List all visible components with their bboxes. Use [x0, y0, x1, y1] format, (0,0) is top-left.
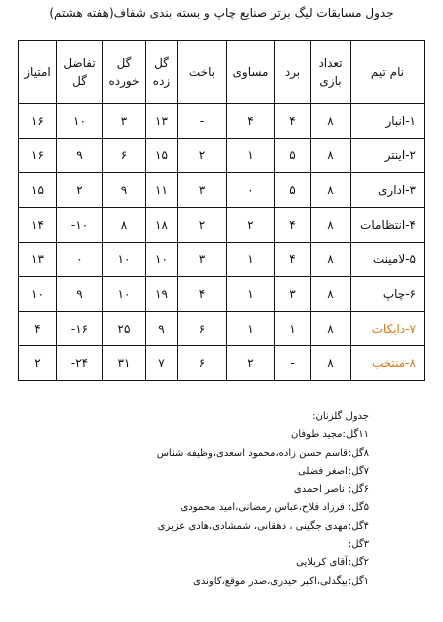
- scorer-line: ۴گل:مهدی جگینی ، دهقانی، شمشادی،هادی عزیزی: [157, 520, 369, 532]
- header-line: گل: [116, 56, 132, 70]
- table-row: [19, 138, 425, 173]
- lost-cell: -: [178, 104, 227, 139]
- team-name-cell: ۷-دایکات: [351, 311, 425, 346]
- scorer-line: ۷گل:اصغر فضلی: [298, 465, 369, 477]
- scorer-line: ۱گل:بیگدلی،اکبر حیدری،صدر موقع،کاوندی: [193, 575, 369, 587]
- header-line: خورده: [108, 74, 140, 88]
- goal-diff-cell: ۰: [57, 242, 103, 277]
- lost-cell: ۶: [178, 311, 227, 346]
- goal-diff-cell: ۱۰: [57, 104, 103, 139]
- drawn-cell: ۰: [227, 173, 275, 208]
- goals-for-cell: ۱۹: [146, 277, 178, 312]
- table-row: [19, 277, 425, 312]
- played-cell: ۸: [311, 346, 351, 381]
- points-cell: ۱۰: [19, 277, 57, 312]
- scorer-line: ۳گل:: [347, 539, 369, 551]
- won-cell: ۴: [275, 242, 311, 277]
- drawn-cell: ۲: [227, 207, 275, 242]
- points-cell: ۱۶: [19, 138, 57, 173]
- header-line: تعداد: [318, 56, 343, 70]
- header-goals-against: [103, 41, 146, 104]
- drawn-cell: ۲: [227, 346, 275, 381]
- points-cell: ۴: [19, 311, 57, 346]
- won-cell: ۴: [275, 207, 311, 242]
- goals-for-cell: ۷: [146, 346, 178, 381]
- header-points: [19, 41, 57, 104]
- scorer-line: ۵گل: فرزاد فلاح،عباس رمضانی،امید محمودی: [180, 502, 369, 514]
- header-goals-for: [146, 41, 178, 104]
- drawn-cell: ۱: [227, 242, 275, 277]
- header-line: زده: [152, 74, 171, 88]
- won-cell: ۵: [275, 173, 311, 208]
- header-line: امتیاز: [24, 65, 51, 79]
- played-cell: ۸: [311, 138, 351, 173]
- table-row: [19, 173, 425, 208]
- scorers-list: [49, 408, 369, 591]
- header-line: بازی: [319, 74, 342, 88]
- goals-for-cell: ۱۰: [146, 242, 178, 277]
- header-line: گل: [154, 56, 169, 70]
- played-cell: ۸: [311, 277, 351, 312]
- lost-cell: ۲: [178, 207, 227, 242]
- played-cell: ۸: [311, 173, 351, 208]
- won-cell: -: [275, 346, 311, 381]
- scorers-heading: جدول گلزنان:: [312, 411, 369, 422]
- goals-for-cell: ۱۵: [146, 138, 178, 173]
- table-header-row: [19, 41, 425, 104]
- points-cell: ۱۳: [19, 242, 57, 277]
- played-cell: ۸: [311, 242, 351, 277]
- lost-cell: ۳: [178, 173, 227, 208]
- scorer-line: ۸گل:قاسم حسن زاده،محمود اسعدی،وظیفه شناس: [156, 447, 369, 459]
- table-row: [19, 311, 425, 346]
- header-line: مساوی: [232, 65, 269, 79]
- goals-against-cell: ۹: [103, 173, 146, 208]
- header-team: [351, 41, 425, 104]
- table-row: [19, 207, 425, 242]
- goal-diff-cell: ۹: [57, 277, 103, 312]
- table-row: [19, 346, 425, 381]
- goal-diff-cell: ۱۰-: [57, 207, 103, 242]
- header-line: نام تیم: [370, 65, 405, 79]
- points-cell: ۲: [19, 346, 57, 381]
- lost-cell: ۳: [178, 242, 227, 277]
- table-body: [19, 104, 425, 381]
- header-line: گل: [72, 74, 87, 88]
- team-name-cell: ۲-اینتر: [351, 138, 425, 173]
- scorer-line: ۱۱گل:مجید طوفان: [290, 429, 369, 441]
- points-cell: ۱۶: [19, 104, 57, 139]
- standings-table: [18, 40, 425, 381]
- header-goal-diff: [57, 41, 103, 104]
- goals-for-cell: ۹: [146, 311, 178, 346]
- header-line: برد: [284, 65, 301, 79]
- goals-against-cell: ۳: [103, 104, 146, 139]
- header-lost: [178, 41, 227, 104]
- points-cell: ۱۵: [19, 173, 57, 208]
- table-row: [19, 242, 425, 277]
- goals-for-cell: ۱۳: [146, 104, 178, 139]
- header-line: باخت: [188, 65, 216, 79]
- team-name-cell: ۱-انبار: [351, 104, 425, 139]
- played-cell: ۸: [311, 104, 351, 139]
- goals-against-cell: ۶: [103, 138, 146, 173]
- won-cell: ۴: [275, 104, 311, 139]
- goal-diff-cell: ۹: [57, 138, 103, 173]
- team-name-cell: ۸-منتخب: [351, 346, 425, 381]
- points-cell: ۱۴: [19, 207, 57, 242]
- goal-diff-cell: ۲: [57, 173, 103, 208]
- won-cell: ۵: [275, 138, 311, 173]
- goals-against-cell: ۲۵: [103, 311, 146, 346]
- team-name-cell: ۵-لامینت: [351, 242, 425, 277]
- goals-against-cell: ۸: [103, 207, 146, 242]
- drawn-cell: ۱: [227, 277, 275, 312]
- header-played: [311, 41, 351, 104]
- goals-against-cell: ۳۱: [103, 346, 146, 381]
- played-cell: ۸: [311, 311, 351, 346]
- page-title: جدول مسابقات لیگ برتر صنایع چاپ و بسته بندی شفاف(هفته هشتم): [49, 6, 394, 20]
- lost-cell: ۴: [178, 277, 227, 312]
- drawn-cell: ۴: [227, 104, 275, 139]
- header-drawn: [227, 41, 275, 104]
- drawn-cell: ۱: [227, 311, 275, 346]
- team-name-cell: ۴-انتظامات: [351, 207, 425, 242]
- team-name-cell: ۶-چاپ: [351, 277, 425, 312]
- drawn-cell: ۱: [227, 138, 275, 173]
- goals-for-cell: ۱۱: [146, 173, 178, 208]
- played-cell: ۸: [311, 207, 351, 242]
- header-line: تفاضل: [63, 56, 96, 70]
- scorer-line: ۶گل: ناصر احمدی: [293, 484, 369, 496]
- goal-diff-cell: ۱۶-: [57, 311, 103, 346]
- goals-for-cell: ۱۸: [146, 207, 178, 242]
- table-row: [19, 104, 425, 139]
- header-won: [275, 41, 311, 104]
- won-cell: ۳: [275, 277, 311, 312]
- lost-cell: ۶: [178, 346, 227, 381]
- goals-against-cell: ۱۰: [103, 242, 146, 277]
- scorer-line: ۲گل:آقای کربلایی: [296, 557, 369, 569]
- won-cell: ۱: [275, 311, 311, 346]
- goal-diff-cell: ۲۴-: [57, 346, 103, 381]
- goals-against-cell: ۱۰: [103, 277, 146, 312]
- lost-cell: ۲: [178, 138, 227, 173]
- team-name-cell: ۳-اداری: [351, 173, 425, 208]
